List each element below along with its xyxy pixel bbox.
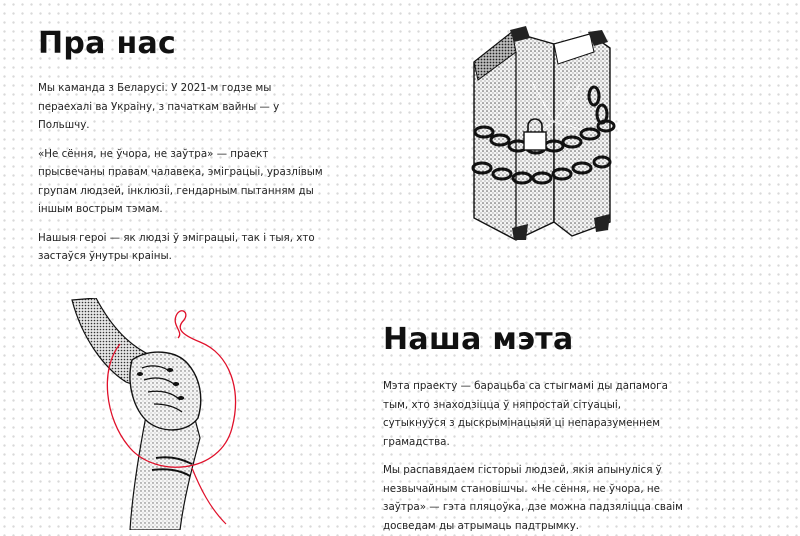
holding-hands-illustration (60, 298, 270, 530)
about-paragraph-2: «Не сёння, не ўчора, не заўтра» — праект прысвечаны правам чалавека, эміграцыі, уразлівым групам людзей, інклюзіі, гендарным пытанням ды іншым вострым тэмам. (38, 147, 323, 215)
about-title: Пра нас (38, 26, 177, 61)
goal-paragraph-2: Мы распавядаем гісторыі людзей, якія апынуліся ў незвычайным становішчы. «Не сёння, не ўчора, не заўтра» — гэта пляцоўка, дзе можна падзяліцца сваім досведам ды атрымаць падтрымку. (383, 464, 683, 532)
about-paragraph-1: Мы каманда з Беларусі. У 2021-м годзе мы пераехалі ва Украіну, з пачаткам вайны — у Польшчу. (38, 82, 280, 131)
chained-books-illustration (462, 22, 620, 244)
about-paragraph-3: Нашыя героі — як людзі ў эміграцыі, так і тыя, хто застаўся ўнутры краіны. (38, 231, 315, 262)
goal-title: Наша мэта (383, 322, 574, 357)
about-section (38, 26, 328, 276)
goal-paragraph-1: Мэта праекту — барацьба са стыгмамі ды дапамога тым, хто знаходзіцца ў няпростай сітуацыі, сутыкнуўся з дыскрымінацыяй ці непаразуменнем грамадства. (383, 380, 668, 448)
goal-section (383, 322, 683, 536)
